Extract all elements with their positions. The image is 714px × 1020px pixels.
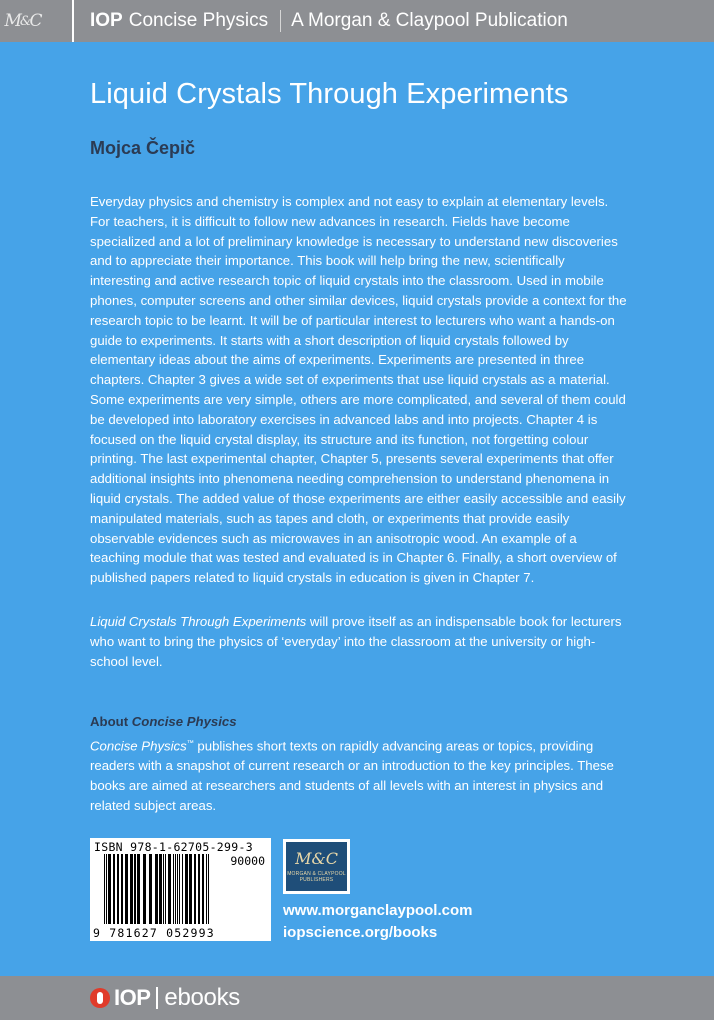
barcode-bar xyxy=(173,854,174,924)
barcode-bar xyxy=(194,854,196,924)
isbn-barcode xyxy=(90,838,271,941)
summary-text: will prove itself as an indispensable book for lecturers who want to bring the physics of ‘everyday’ into the classroom at the university or high-school level. xyxy=(90,614,622,669)
publisher-name: MORGAN & CLAYPOOL PUBLISHERS xyxy=(287,870,346,883)
barcode-bar xyxy=(198,854,200,924)
barcode-bar xyxy=(189,854,192,924)
barcode-bar xyxy=(175,854,176,924)
footer-product: ebooks xyxy=(164,984,240,1011)
barcode-bar xyxy=(185,854,188,924)
book-author: Mojca Čepič xyxy=(90,138,196,158)
book-title: Liquid Crystals Through Experiments xyxy=(90,78,569,110)
barcode-bar xyxy=(177,854,178,924)
about-heading: About Concise Physics xyxy=(90,714,237,729)
header-bar xyxy=(0,0,714,42)
series-separator xyxy=(280,10,281,32)
barcode-bar xyxy=(104,854,105,924)
barcode-bar xyxy=(121,854,123,924)
barcode-bar xyxy=(179,854,180,924)
barcode-bar xyxy=(149,854,152,924)
barcode-bar xyxy=(108,854,111,924)
barcode-bar xyxy=(125,854,128,924)
barcode-bar xyxy=(202,854,204,924)
iop-circle-icon xyxy=(90,988,110,1008)
barcode-bar xyxy=(143,854,146,924)
series-brand: IOP xyxy=(90,10,123,31)
barcode-bar xyxy=(130,854,133,924)
barcode-bar xyxy=(159,854,162,924)
ean-digits: 9 781627 052993 xyxy=(93,926,215,940)
barcode-bar xyxy=(168,854,171,924)
book-description: Everyday physics and chemistry is complex and not easy to explain at elementary levels. For teachers, it is difficult to follow new advances in research. Fields have become specialized and a lot of preliminary knowledge is necessary to understand new discoveries and to appreciate their importance. This book will help bring the new, scientifically interesting and active research topic of liquid crystals into the classroom. Used in mobile phones, computer screens and other similar devices, liquid crystals provide a context for the research topic to be learnt. It will be of particular interest to lecturers who want a hands-on guide to experiments. It starts with a short description of liquid crystals followed by elementary ideas about the aims of experiments. Experiments are presented in three chapters. Chapter 3 gives a wide set of experiments that use liquid crystals as a material. Some experiments are very simple, others are more complicated, and several of them could be developed into laboratory exercises in advanced labs and into projects. Chapter 4 is focused on the liquid crystal display, its structure and its function, not forgetting colour printing. The last experimental chapter, Chapter 5, presents several experiments that offer additional insights into phenomena needing comprehension to understand phenomena in liquid crystals. The added value of those experiments are either easily accessible and easily manipulated materials, such as tapes and cloth, or experiments that provide easily observable evidences such as microwaves in an anisotropic wood. An example of a teaching module that was tested and evaluated is in Chapter 6. Finally, a short overview of published papers related to liquid crystals in education is given in Chapter 7. xyxy=(90,194,627,586)
barcode-bar xyxy=(208,854,209,924)
footer-brand: IOP xyxy=(114,985,151,1010)
barcode-bar xyxy=(117,854,119,924)
barcode-bar xyxy=(155,854,158,924)
barcode-bar xyxy=(182,854,183,924)
barcode-bar xyxy=(137,854,140,924)
book-summary xyxy=(90,612,628,671)
publisher-logo xyxy=(283,839,350,894)
barcode-bar xyxy=(165,854,166,924)
summary-title: Liquid Crystals Through Experiments xyxy=(90,614,307,629)
publisher-monogram: M&C xyxy=(295,848,338,868)
series-name: Concise Physics xyxy=(128,10,269,31)
publisher-logo-badge xyxy=(286,842,347,891)
isbn-number: ISBN 978-1-62705-299-3 xyxy=(94,840,253,854)
barcode-bar xyxy=(163,854,164,924)
barcode-bar xyxy=(206,854,207,924)
about-text: Concise Physics™ publishes short texts on rapidly advancing areas or topics, providing readers with a snapshot of current research or an introduction to the key principles. These books are aimed at researchers and students of all levels with an interest in physics and related subject areas. xyxy=(90,738,614,813)
iop-ebooks-logo xyxy=(90,984,240,1012)
barcode-bar xyxy=(134,854,136,924)
publisher-url[interactable]: www.morganclaypool.com xyxy=(283,902,473,919)
header-divider xyxy=(72,0,74,42)
series-label xyxy=(90,10,568,32)
publication-label: A Morgan & Claypool Publication xyxy=(291,10,568,31)
morgan-claypool-logo-icon: M & C xyxy=(4,11,42,31)
footer-bar xyxy=(0,976,714,1020)
iopscience-url[interactable]: iopscience.org/books xyxy=(283,924,438,941)
price-code: 90000 xyxy=(230,854,265,868)
barcode-bar xyxy=(113,854,115,924)
barcode-bars xyxy=(102,854,262,924)
barcode-bar xyxy=(106,854,107,924)
footer-divider xyxy=(156,987,158,1009)
